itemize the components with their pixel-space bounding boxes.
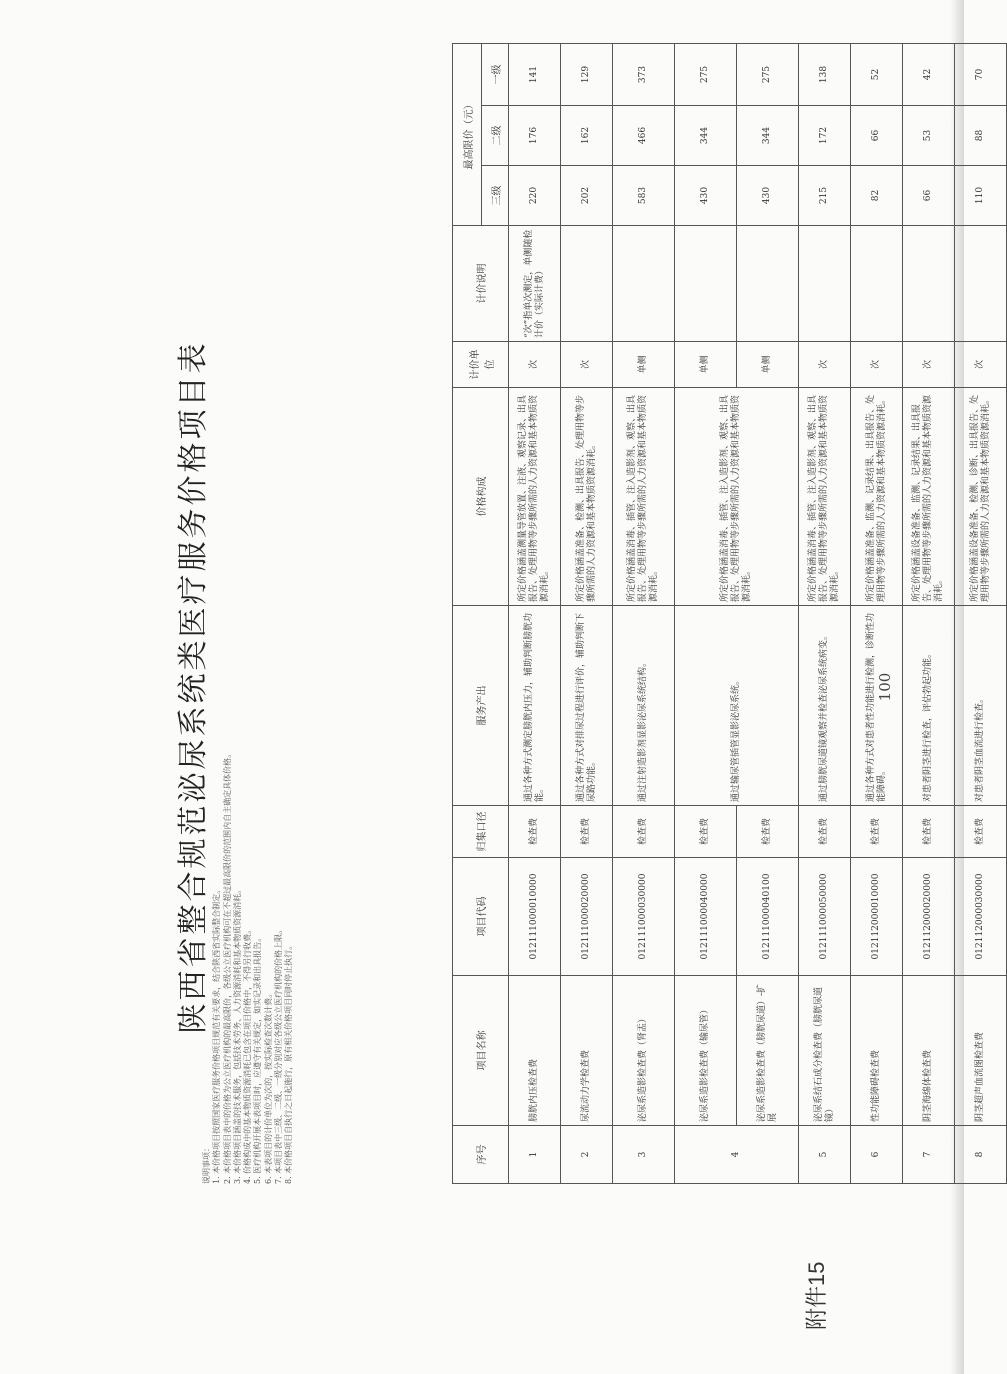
cell-composition: 所定价格涵盖准备、监测、记录结果、出具报告、处理用物等步骤所需的人力资源和基本物质资源消耗。 — [851, 388, 903, 606]
cell-seq: 7 — [903, 1126, 955, 1184]
cell-code: 012111000050000 — [799, 858, 851, 976]
header-content: 服务产出 — [453, 606, 509, 806]
cell-level1: 129 — [561, 43, 613, 105]
note-line: 3. 本价格项目涵盖的技术服务，包括技术劳务、人力资源消耗和基本物质资源消耗。 — [232, 885, 242, 1184]
cell-level2: 466 — [613, 106, 675, 166]
cell-level3: 430 — [675, 166, 737, 226]
cell-level3: 220 — [509, 166, 561, 226]
cell-level1: 141 — [509, 43, 561, 105]
cell-seq: 1 — [509, 1126, 561, 1184]
cell-level3: 215 — [799, 166, 851, 226]
notes-block — [202, 74, 295, 1184]
cell-composition: 所定价格涵盖消毒、插管、注入造影剂、观察、出具报告、处理用物等步骤所需的人力资源和基本物质资源消耗。 — [799, 388, 851, 606]
cell-name: 性功能障碍检查费 — [851, 976, 903, 1126]
cell-level2: 88 — [955, 106, 1007, 166]
table-row — [903, 43, 955, 1183]
cell-unit: 单侧 — [613, 342, 675, 388]
cell-content: 通过各种方式测定膀胱内压力，辅助判断膀胱功能。 — [509, 606, 561, 806]
cell-level1: 70 — [955, 43, 1007, 105]
cell-composition: 所定价格涵盖测量导管放置、注液、观察记录、出具报告、处理用物等步骤所需的人力资源和基本物质资源消耗。 — [509, 388, 561, 606]
note-line: 7. 本项目表中三级、二级、一级分别对应各级公立医疗机构的价格上限。 — [274, 925, 284, 1184]
cell-level1: 275 — [675, 43, 737, 105]
cell-content: 通过各种方式对排尿过程进行评价，辅助判断下尿路功能。 — [561, 606, 613, 806]
cell-unit: 次 — [509, 342, 561, 388]
cell-content: 通过注射造影剂显影泌尿系统结构。 — [613, 606, 675, 806]
note-line: 8. 本价格项目自执行之日起施行，原有相关价格项目同时停止执行。 — [284, 941, 294, 1184]
header-seq: 序号 — [453, 1126, 509, 1184]
cell-name: 膀胱内压检查费 — [509, 976, 561, 1126]
header-max-price: 最高限价（元） — [453, 43, 482, 225]
cell-unit: 次 — [903, 342, 955, 388]
cell-unit: 次 — [561, 342, 613, 388]
note-line: 6. 本表项目的计价单位为次的，按实际检查次数计费。 — [263, 989, 273, 1184]
cell-level2: 176 — [509, 106, 561, 166]
cell-category: 检查费 — [799, 806, 851, 858]
cell-level2: 344 — [737, 106, 799, 166]
cell-unit: 单侧 — [737, 342, 799, 388]
header-level1: 一级 — [482, 43, 509, 105]
cell-code: 012111000040000 — [675, 858, 737, 976]
cell-level2: 344 — [675, 106, 737, 166]
cell-code: 012111000020000 — [561, 858, 613, 976]
table-row — [613, 43, 675, 1183]
cell-category: 检查费 — [851, 806, 903, 858]
cell-name: 泌尿系造影检查费（输尿管） — [675, 976, 737, 1126]
table-row — [675, 43, 737, 1183]
cell-level1: 52 — [851, 43, 903, 105]
header-code: 项目代码 — [453, 858, 509, 976]
header-unit: 计价单位 — [453, 342, 509, 388]
cell-code: 012111000040100 — [737, 858, 799, 976]
cell-explanation — [561, 226, 613, 342]
cell-name: 泌尿系造影检查费（膀胱尿道）-扩展 — [737, 976, 799, 1126]
page-number: 100 — [876, 672, 894, 702]
cell-level3: 110 — [955, 166, 1007, 226]
cell-category: 检查费 — [509, 806, 561, 858]
cell-unit: 次 — [955, 342, 1007, 388]
cell-composition: 所定价格涵盖准备、检测、出具报告、处理用物等步骤所需的人力资源和基本物质资源消耗。 — [561, 388, 613, 606]
cell-unit: 次 — [799, 342, 851, 388]
cell-content: 通过各种方式对患者性功能进行检测，诊断性功能障碍。 — [851, 606, 903, 806]
cell-name: 泌尿系造影检查费（肾盂） — [613, 976, 675, 1126]
header-category: 归集口径 — [453, 806, 509, 858]
cell-unit: 单侧 — [675, 342, 737, 388]
cell-code: 012112000020000 — [903, 858, 955, 976]
cell-explanation — [955, 226, 1007, 342]
cell-category: 检查费 — [675, 806, 737, 858]
cell-level1: 275 — [737, 43, 799, 105]
cell-level3: 583 — [613, 166, 675, 226]
cell-content: 通过膀胱尿道镜观察并检查泌尿系统病变。 — [799, 606, 851, 806]
header-level3: 三级 — [482, 166, 509, 226]
table-row — [509, 43, 561, 1183]
cell-explanation — [799, 226, 851, 342]
cell-composition: 所定价格涵盖消毒、插管、注入造影剂、观察、出具报告、处理用物等步骤所需的人力资源和基本物质资源消耗。 — [613, 388, 675, 606]
cell-code: 012111000030000 — [613, 858, 675, 976]
cell-name: 尿流动力学检查费 — [561, 976, 613, 1126]
header-explanation: 计价说明 — [453, 226, 509, 342]
note-line: 4. 价格构成中的基本物质资源消耗已包含在项目价格中，不得另行收费。 — [243, 925, 253, 1184]
price-table — [452, 43, 1007, 1184]
table-header-row — [453, 43, 482, 1183]
cell-level1: 373 — [613, 43, 675, 105]
cell-composition: 所定价格涵盖设备准备、监测、记录结果、出具报告、处理用物等步骤所需的人力资源和基本物质资源消耗。 — [903, 388, 955, 606]
cell-content: 通过输尿管插管显影泌尿系统。 — [675, 606, 799, 806]
cell-seq: 3 — [613, 1126, 675, 1184]
cell-seq: 2 — [561, 1126, 613, 1184]
cell-explanation — [737, 226, 799, 342]
cell-seq: 4 — [675, 1126, 799, 1184]
note-line: 2. 本价格项目表中的价格为公立医疗机构的最高限价，各级公立医疗机构可在不超过最高限价的范围内自主确定具体价格。 — [222, 749, 232, 1184]
page-title: 陕西省整合规范泌尿系统类医疗服务价格项目表 — [176, 340, 211, 1034]
note-line: 5. 医疗机构开展本表项目时，应遵守有关规定，如实记录和出具报告。 — [253, 933, 263, 1184]
cell-level2: 53 — [903, 106, 955, 166]
cell-level2: 172 — [799, 106, 851, 166]
cell-level3: 430 — [737, 166, 799, 226]
table-row — [561, 43, 613, 1183]
cell-category: 检查费 — [561, 806, 613, 858]
attachment-label: 附件15 — [804, 1261, 829, 1330]
cell-explanation — [613, 226, 675, 342]
header-name: 项目名称 — [453, 976, 509, 1126]
cell-level3: 66 — [903, 166, 955, 226]
cell-name: 阴茎超声血流图检查费 — [955, 976, 1007, 1126]
cell-category: 检查费 — [903, 806, 955, 858]
cell-explanation: “次”指单次测定，单侧随检计价（实际计费） — [509, 226, 561, 342]
table-row — [799, 43, 851, 1183]
cell-unit: 次 — [851, 342, 903, 388]
cell-composition: 所定价格涵盖设备准备、检测、诊断、出具报告、处理用物等步骤所需的人力资源和基本物质资源消耗。 — [955, 388, 1007, 606]
cell-category: 检查费 — [613, 806, 675, 858]
cell-code: 012112000010000 — [851, 858, 903, 976]
note-line: 1. 本价格项目按照国家医疗服务价格项目规范有关要求，结合陕西省实际整合制定。 — [212, 885, 222, 1184]
cell-explanation — [675, 226, 737, 342]
cell-name: 泌尿系结石成分检查费（膀胱尿道镜） — [799, 976, 851, 1126]
cell-seq: 6 — [851, 1126, 903, 1184]
cell-level3: 202 — [561, 166, 613, 226]
header-level2: 二级 — [482, 106, 509, 166]
note-line: 说明事项： — [202, 1144, 211, 1184]
cell-category: 检查费 — [955, 806, 1007, 858]
cell-code: 012112000030000 — [955, 858, 1007, 976]
cell-category: 检查费 — [737, 806, 799, 858]
header-composition: 价格构成 — [453, 388, 509, 606]
cell-level2: 162 — [561, 106, 613, 166]
cell-code: 012111000010000 — [509, 858, 561, 976]
cell-content: 对患者阴茎进行检查，评估勃起功能。 — [903, 606, 955, 806]
table-row — [955, 43, 1007, 1183]
cell-name: 阴茎海绵体检查费 — [903, 976, 955, 1126]
cell-seq: 5 — [799, 1126, 851, 1184]
cell-explanation — [903, 226, 955, 342]
cell-composition: 所定价格涵盖消毒、插管、注入造影剂、观察、出具报告、处理用物等步骤所需的人力资源和基本物质资源消耗。 — [675, 388, 799, 606]
cell-level3: 82 — [851, 166, 903, 226]
cell-level1: 138 — [799, 43, 851, 105]
cell-level1: 42 — [903, 43, 955, 105]
cell-seq: 8 — [955, 1126, 1007, 1184]
cell-level2: 66 — [851, 106, 903, 166]
cell-content: 对患者阴茎血流进行检查。 — [955, 606, 1007, 806]
